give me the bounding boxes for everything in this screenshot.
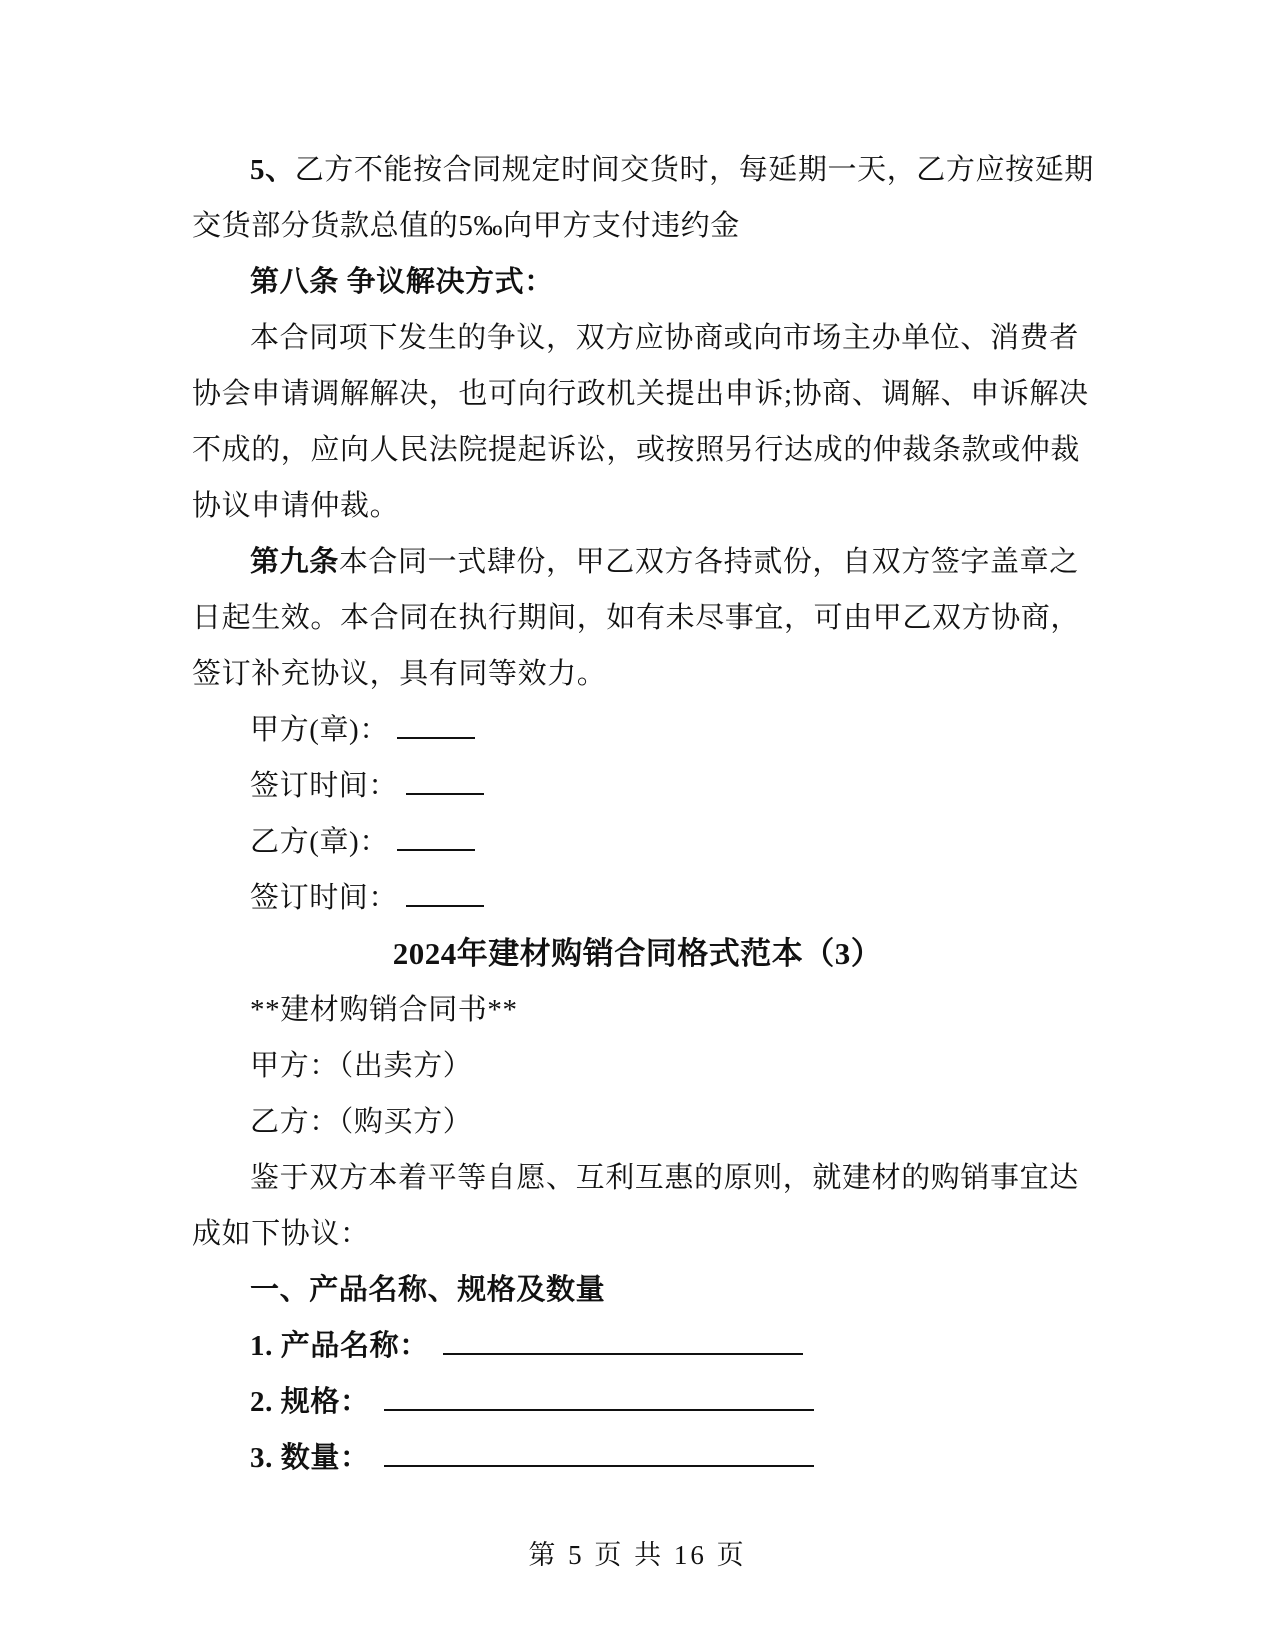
item-2-blank [384, 1379, 814, 1411]
article-8-heading: 第八条 争议解决方式： [250, 266, 554, 298]
dispute-paragraph-line-2: 协会申请调解解决，也可向行政机关提出申诉;协商、调解、申诉解决 [192, 378, 1089, 410]
item-3-quantity-row [192, 1430, 1083, 1486]
dispute-paragraph-line-3: 不成的，应向人民法院提起诉讼，或按照另行达成的仲裁条款或仲裁 [192, 434, 1081, 466]
party-a-line: 甲方：（出卖方） [250, 1050, 473, 1082]
clause-5-line-1 [192, 142, 1094, 198]
contract-title: 2024年建材购销合同格式范本（3） [392, 936, 883, 971]
date-b-blank [406, 875, 484, 907]
item-1-label: 1. 产品名称： [250, 1330, 429, 1362]
date-a-blank [406, 763, 484, 795]
page-footer: 第 5 页 共 16 页 [528, 1540, 747, 1570]
clause-5-number: 5、 [250, 154, 295, 186]
party-b-seal-label: 乙方(章)： [250, 826, 389, 858]
contract-subtitle: **建材购销合同书** [250, 994, 518, 1026]
preamble-line-1: 鉴于双方本着平等自愿、互利互惠的原则，就建材的购销事宜达 [250, 1162, 1079, 1194]
article-9-line-3: 签订补充协议，具有同等效力。 [192, 658, 607, 690]
party-b-line: 乙方：（购买方） [250, 1106, 473, 1138]
preamble-line-2: 成如下协议： [192, 1218, 370, 1250]
date-b-label: 签订时间： [250, 882, 399, 914]
dispute-paragraph-line-4: 协议申请仲裁。 [192, 490, 400, 522]
item-1-blank [443, 1323, 803, 1355]
section-1-heading: 一、产品名称、规格及数量 [250, 1274, 606, 1306]
article-9-text: 本合同一式肆份，甲乙双方各持贰份，自双方签字盖章之 [338, 546, 1079, 578]
dispute-paragraph-line-1: 本合同项下发生的争议，双方应协商或向市场主办单位、消费者 [250, 322, 1079, 354]
item-3-label: 3. 数量： [250, 1442, 370, 1474]
clause-5-line-2: 交货部分货款总值的5‰向甲方支付违约金 [192, 210, 740, 242]
signature-date-a-row [192, 758, 1083, 814]
signature-party-a-row [192, 702, 1083, 758]
article-9-line-1 [192, 534, 1083, 590]
signature-party-b-row [192, 814, 1083, 870]
clause-5-text: 乙方不能按合同规定时间交货时，每延期一天，乙方应按延期 [294, 154, 1094, 186]
article-9-line-2: 日起生效。本合同在执行期间，如有未尽事宜，可由甲乙双方协商， [192, 602, 1081, 634]
contract-body [192, 142, 1094, 1486]
party-a-seal-label: 甲方(章)： [250, 714, 389, 746]
date-a-label: 签订时间： [250, 770, 399, 802]
item-2-label: 2. 规格： [250, 1386, 370, 1418]
item-2-spec-row [192, 1374, 1083, 1430]
article-9-label: 第九条 [250, 546, 339, 578]
item-3-blank [384, 1435, 814, 1467]
party-b-seal-blank [397, 819, 475, 851]
item-1-product-name-row [192, 1318, 1083, 1374]
party-a-seal-blank [397, 707, 475, 739]
signature-date-b-row [192, 870, 1083, 926]
